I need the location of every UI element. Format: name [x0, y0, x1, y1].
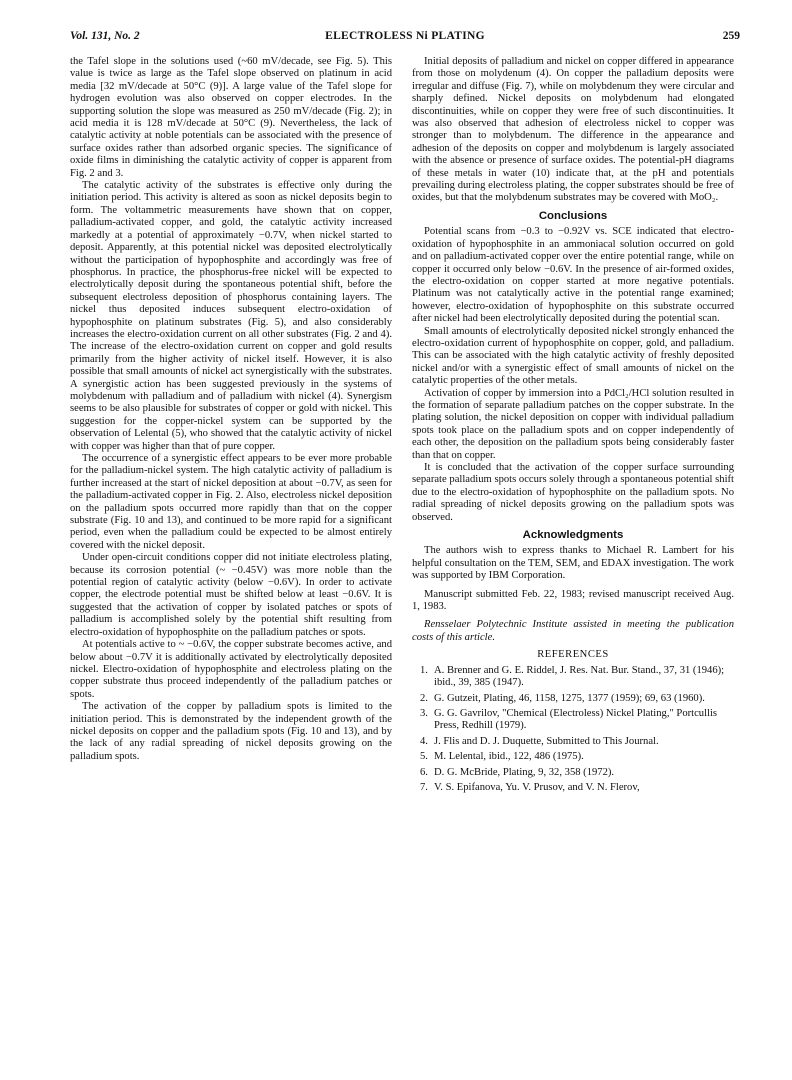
manuscript-note: Manuscript submitted Feb. 22, 1983; revised manuscript received Aug. 1, 1983.: [412, 588, 734, 613]
left-column: [70, 56, 392, 763]
reference-item: 2. G. Gutzeit, Plating, 46, 1158, 1275, 1377 (1959); 69, 63 (1960).: [420, 692, 705, 704]
reference-item: 7. V. S. Epifanova, Yu. V. Prusov, and V. N. Flerov,: [420, 781, 640, 793]
paragraph: The catalytic activity of the substrates is effective only during the initiation period. This activity is altered as soon as nickel deposits begin to form. The voltammetric measurements have shown that on copper, palladium-activated copper, and gold, the catalytic activity increased markedly at a potential of approximately −0.7V, when nickel started to deposit. Apparently, at this potential nickel was deposited electrolytically without the participation of hypophosphite and accordingly was free of phosphorus. In practice, the phosphorus-free nickel will be expected to electrolytically deposit during the spontaneous potential shift, before the subsequent electroless deposition of phosphorus containing layers. The nickel thus deposited induces subsequent electro-oxidation of hypophosphite on platinum substrates (Fig. 5), and also considerably increases the electro-oxidation current on all other substrates (Fig. 2 and 4). The increase of the electro-oxidation current on copper and gold results primarily from the higher activity of nickel itself. However, it is also possible that small amounts of nickel act synergistically with the substrates. A synergistic action has been suggested previously in the systems of molybdenum with palladium and of palladium with nickel (4). Synergism seems to be also plausible for substrates of copper or gold with nickel. This suggestion for the copper-nickel system can be supported by the observation of Lelental (5), who showed that the catalytic activity of nickel with copper was higher than that of pure copper.: [70, 180, 392, 452]
paragraph: Activation of copper by immersion into a PdCl₂/HCl solution resulted in the formation of separate palladium patches on the copper substrate. In the plating solution, the nickel deposition on copper with individual palladium spots took place on the palladium spots and on copper independently of each other, the deposition on the palladium spots being considerably faster than that on copper.: [412, 387, 734, 461]
acknowledgments-heading: Acknowledgments: [522, 529, 624, 542]
paragraph: Under open-circuit conditions copper did not initiate electroless plating, because its corrosion potential (~ −0.45V) was more noble than the potential region of catalytic activity (below −0.6V). In order to activate copper, the electrode potential must be shifted below at least −0.6V. It is suggested that the activation of copper by isolated patches or spots of palladium is accomplished solely by the potential shift resulting from electro-oxidation of hypophosphite on the palladium patches or spots.: [70, 552, 392, 638]
paragraph: It is concluded that the activation of the copper surface surrounding separate palladium spots occurs solely through a spontaneous potential shift due to the electro-oxidation of hypophosphite on the palladium spots. No radial spreading of nickel deposits growing on the palladium spots was observed.: [412, 462, 734, 523]
paragraph: Potential scans from −0.3 to −0.92V vs. SCE indicated that electro-oxidation of hypophosphite in an ammoniacal solution occurred on gold and on palladium-activated copper over the entire potential range, while on copper it occurred only below −0.6V. In the presence of air-formed oxides, the electro-oxidation on copper started at more negative potentials. Platinum was not catalytically active in the potential range examined; however, electro-oxidation of hypophosphite on this substrate occurred after nickel had been electrolytically deposited during the potential scan.: [412, 226, 734, 325]
references-heading: REFERENCES: [537, 649, 609, 661]
acknowledgments-text: The authors wish to express thanks to Michael R. Lambert for his helpful consultation on the TEM, SEM, and EDAX investigation. The work was supported by IBM Corporation.: [412, 545, 734, 582]
conclusions-heading: Conclusions: [538, 209, 608, 222]
page-number: 259: [722, 30, 740, 42]
paragraph: Small amounts of electrolytically deposited nickel strongly enhanced the electro-oxidation current of hypophosphite on copper, gold, and palladium. This can be associated with the high catalytic activity of freshly deposited nickel and/or with a synergistic effect of small amounts of nickel on the catalytic properties of the other metals.: [412, 325, 734, 387]
paragraph: At potentials active to ~ −0.6V, the copper substrate becomes active, and below about −0.7V it is additionally activated by electrolytically deposited nickel. Electro-oxidation of hypophosphite and electroless plating on the copper substrate thus proceed independently of the palladium patches or spots.: [70, 639, 392, 700]
paragraph: Initial deposits of palladium and nickel on copper differed in appearance from those on molydenum (4). On copper the palladium deposits were irregular and diffuse (Fig. 7), while on molybdenum they were circular and sharply defined. Nickel deposits on molybdenum had elongated discontinuities, while on copper they were free of such discontinuities. It was also observed that adhesion of electroless nickel to copper was stronger than to molybdenum. The difference in the appearance and adhesion of the deposits on copper and molybdenum is largely associated with the absence or presence of surface oxides. The potential-pH diagrams of these metals in water (10) indicate that, at the pH and potentials prevailing during electroless plating, the copper substrates should be free of oxides, but that the molybdenum substrates may be covered with MoO₂.: [412, 56, 734, 204]
running-header: [70, 30, 740, 48]
reference-item: 3. G. G. Gavrilov, "Chemical (Electroless) Nickel Plating," Portcullis Press, Redhill (1979).: [420, 707, 718, 732]
right-column: [412, 56, 734, 797]
publication-cost-note: Rensselaer Polytechnic Institute assisted in meeting the publication costs of this article.: [412, 619, 734, 643]
volume-issue: Vol. 131, No. 2: [70, 30, 140, 42]
running-title: ELECTROLESS Ni PLATING: [325, 30, 485, 42]
reference-item: 5. M. Lelental, ibid., 122, 486 (1975).: [420, 751, 584, 763]
reference-item: 4. J. Flis and D. J. Duquette, Submitted to This Journal.: [420, 735, 659, 747]
reference-item: 6. D. G. McBride, Plating, 9, 32, 358 (1972).: [420, 766, 615, 778]
references-list: [412, 665, 734, 795]
paragraph: the Tafel slope in the solutions used (~60 mV/decade, see Fig. 5). This value is twice as large as the Tafel slope observed on platinum in acid media [32 mV/decade at 50°C (9)]. A large value of the Tafel slope for hydrogen evolution was also observed on copper electrodes. In the supporting solution the slope was measured as 250 mV/decade (Fig. 2); in acid media it is 128 mV/decade at 50°C (9). Nevertheless, the lack of catalytic activity at noble potentials can be associated with the presence of surface oxides rather than adsorbed organic species. The significance of oxide films in diminishing the catalytic activity of copper is apparent from Fig. 2 and 3.: [70, 56, 392, 179]
reference-item: 1. A. Brenner and G. E. Riddel, J. Res. Nat. Bur. Stand., 37, 31 (1946); ibid., 39, 385 (1947).: [420, 664, 725, 689]
paragraph: The occurrence of a synergistic effect appears to be ever more probable for the palladium-nickel system. The high catalytic activity of palladium is further increased at the start of nickel deposition at about −0.7V, as seen for the palladium-activated copper in Fig. 2. Also, electroless nickel deposition on the palladium spots occurred more rapidly than that on the copper substrate (Fig. 10 and 13), and continued to be more rapid for a significant period, even when the palladium could be expected to be almost entirely covered with the nickel deposit.: [70, 453, 392, 551]
paragraph: The activation of the copper by palladium spots is limited to the initiation period. This is demonstrated by the independent growth of the nickel deposits on copper and the palladium spots (Fig. 10 and 13), and by the lack of any radial spreading of nickel deposits growing on the palladium spots.: [70, 701, 392, 762]
